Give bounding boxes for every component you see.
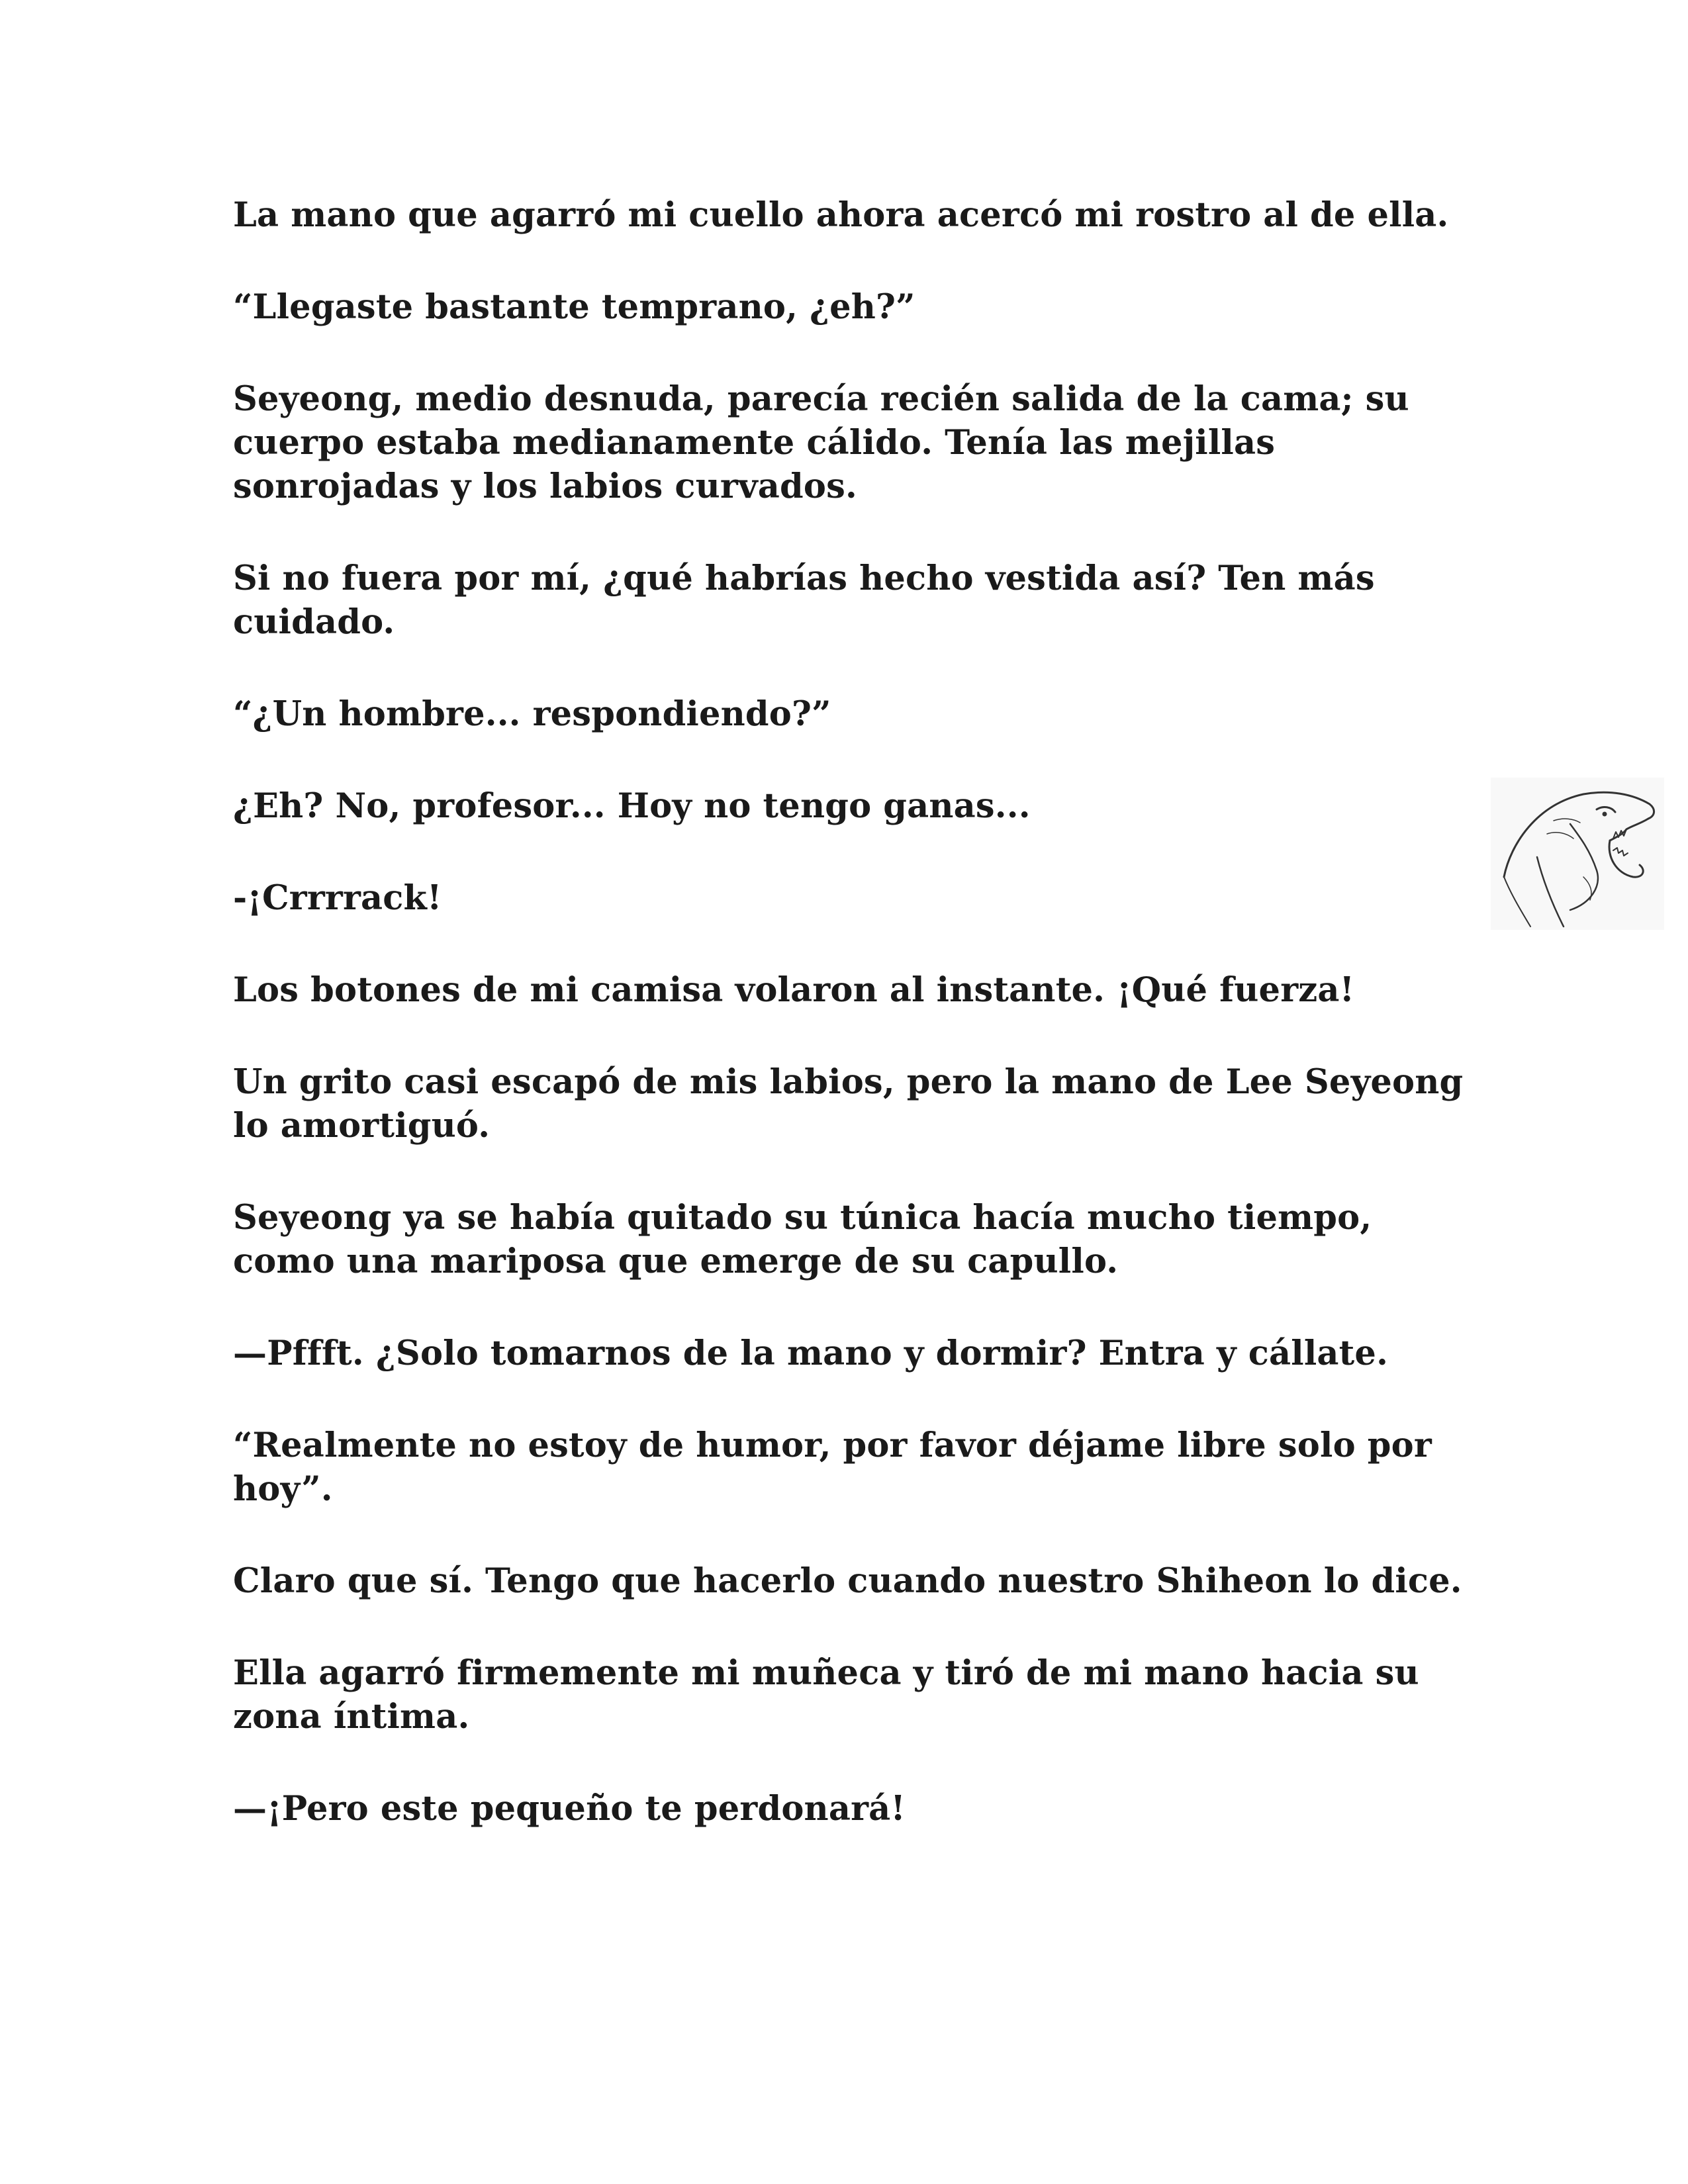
paragraph: “¿Un hombre... respondiendo?” (233, 694, 831, 734)
paragraph: Seyeong ya se había quitado su túnica hacía mucho tiempo, como una mariposa que emerge de su capullo. (233, 1198, 1372, 1281)
paragraph: Ella agarró firmemente mi muñeca y tiró de mi mano hacia su zona íntima. (233, 1653, 1419, 1737)
text-body (233, 193, 1477, 1879)
dinosaur-head-sketch-icon (1491, 778, 1664, 930)
paragraph: Los botones de mi camisa volaron al instante. ¡Qué fuerza! (233, 970, 1355, 1010)
paragraph: Un grito casi escapó de mis labios, pero la mano de Lee Seyeong lo amortiguó. (233, 1062, 1464, 1146)
paragraph: —Pffft. ¿Solo tomarnos de la mano y dormir? Entra y cállate. (233, 1334, 1389, 1373)
paragraph: Seyeong, medio desnuda, parecía recién salida de la cama; su cuerpo estaba medianamente cálido. Tenía las mejillas sonrojadas y los labios curvados. (233, 379, 1409, 506)
paragraph: La mano que agarró mi cuello ahora acercó mi rostro al de ella. (233, 195, 1449, 235)
paragraph: Si no fuera por mí, ¿qué habrías hecho vestida así? Ten más cuidado. (233, 559, 1375, 642)
paragraph: Claro que sí. Tengo que hacerlo cuando nuestro Shiheon lo dice. (233, 1561, 1462, 1601)
paragraph: —¡Pero este pequeño te perdonará! (233, 1789, 906, 1829)
paragraph: “Realmente no estoy de humor, por favor déjame libre solo por hoy”. (233, 1426, 1432, 1509)
paragraph: “Llegaste bastante temprano, ¿eh?” (233, 287, 915, 327)
paragraph: ¿Eh? No, profesor... Hoy no tengo ganas... (233, 786, 1031, 826)
paragraph: -¡Crrrrack! (233, 878, 442, 918)
